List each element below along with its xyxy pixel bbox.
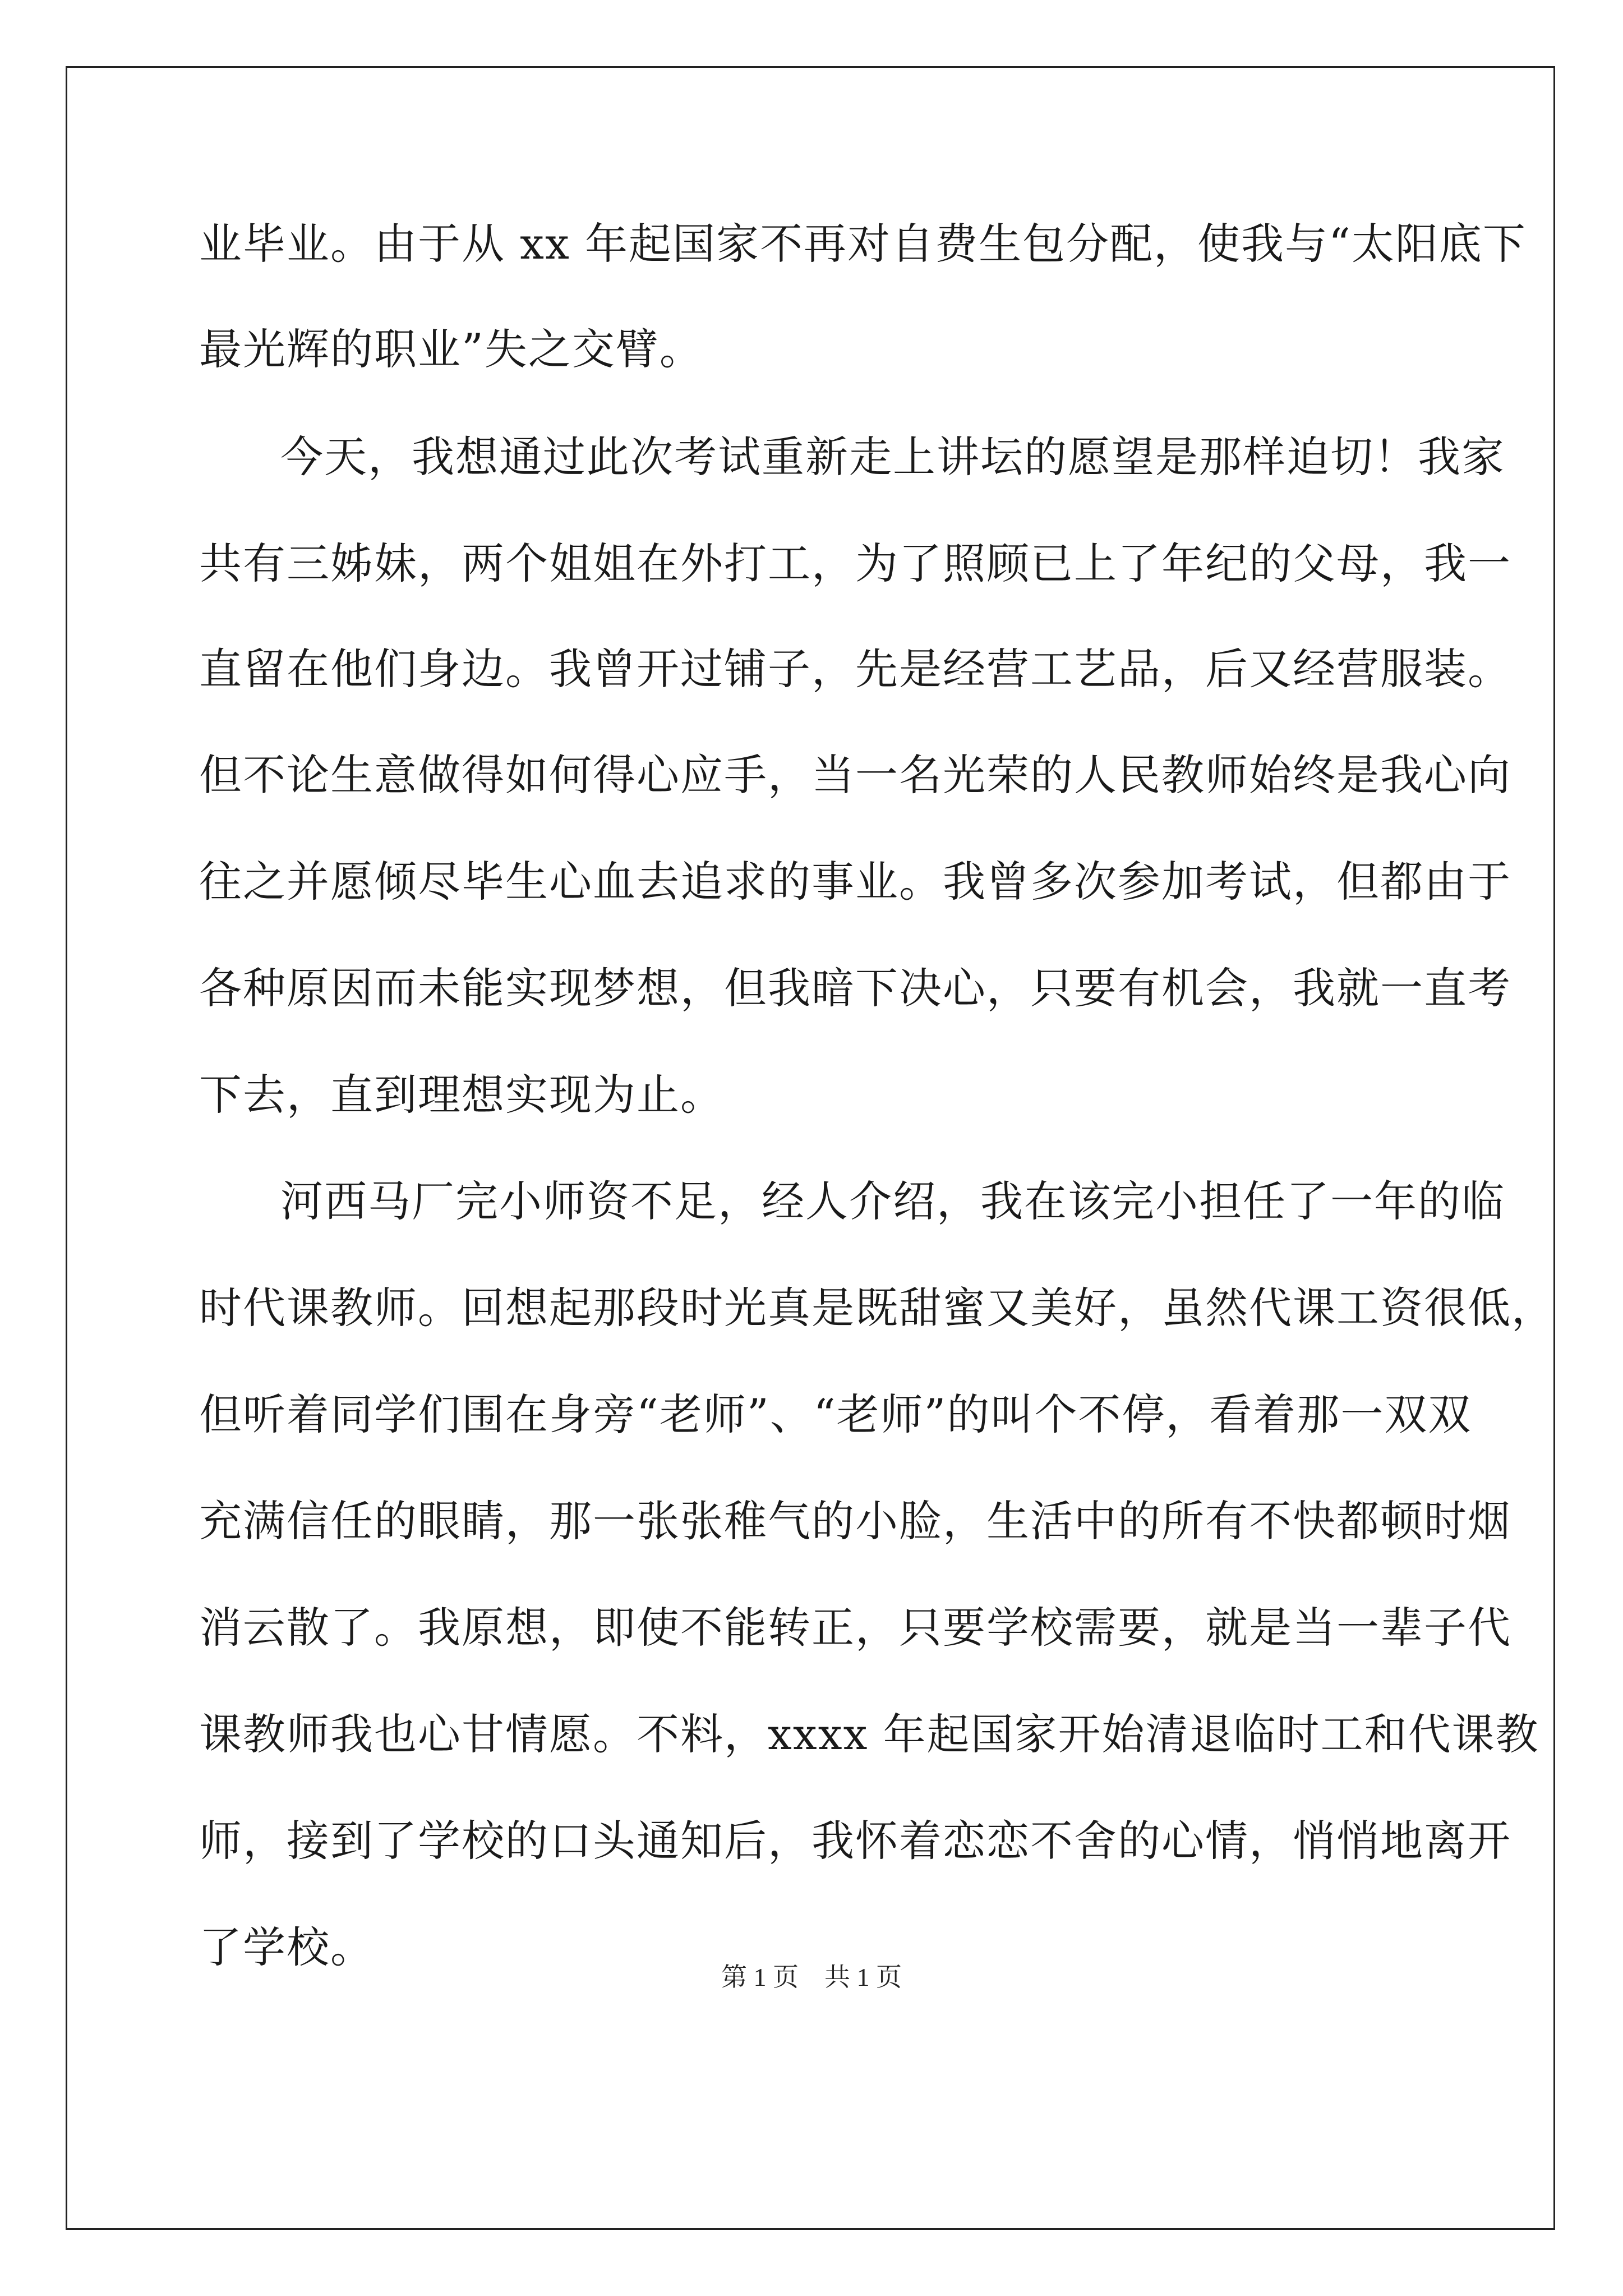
text-line: 往之并愿倾尽毕生心血去追求的事业。我曾多次参加考试，但都由于 [199, 857, 1511, 907]
text-line: 共有三姊妹，两个姐姐在外打工，为了照顾已上了年纪的父母，我一 [199, 539, 1511, 588]
page-border [66, 66, 1555, 2230]
text-line: 消云散了。我原想，即使不能转正，只要学校需要，就是当一辈子代 [199, 1603, 1511, 1653]
text-line: 充满信任的眼睛，那一张张稚气的小脸，生活中的所有不快都顿时烟 [199, 1496, 1511, 1546]
text-line: 但不论生意做得如何得心应手，当一名光荣的人民教师始终是我心向 [199, 750, 1511, 800]
text-line: 时代课教师。回想起那段时光真是既甜蜜又美好，虽然代课工资很低， [199, 1283, 1555, 1333]
text-line: 直留在他们身边。我曾开过铺子，先是经营工艺品，后又经营服装。 [199, 644, 1511, 694]
page-number-footer: 第 1 页 共 1 页 [721, 1963, 902, 1991]
text-line: 业毕业。由于从 xx 年起国家不再对自费生包分配，使我与“太阳底下 [199, 219, 1527, 269]
text-line: 课教师我也心甘情愿。不料，xxxx 年起国家开始清退临时工和代课教 [199, 1709, 1539, 1759]
text-line: 但听着同学们围在身旁“老师”、“老师”的叫个不停，看着那一双双 [199, 1389, 1472, 1439]
text-line: 各种原因而未能实现梦想，但我暗下决心，只要有机会，我就一直考 [199, 963, 1511, 1013]
text-line: 了学校。 [199, 1922, 374, 1972]
text-line: 最光辉的职业”失之交臂。 [199, 324, 703, 374]
text-line: 师，接到了学校的口头通知后，我怀着恋恋不舍的心情，悄悄地离开 [199, 1816, 1511, 1866]
paragraph-start-line: 今天，我想通过此次考试重新走上讲坛的愿望是那样迫切！我家 [280, 432, 1505, 482]
paragraph-start-line: 河西马厂完小师资不足，经人介绍，我在该完小担任了一年的临 [280, 1176, 1505, 1226]
text-line: 下去，直到理想实现为止。 [199, 1070, 724, 1120]
